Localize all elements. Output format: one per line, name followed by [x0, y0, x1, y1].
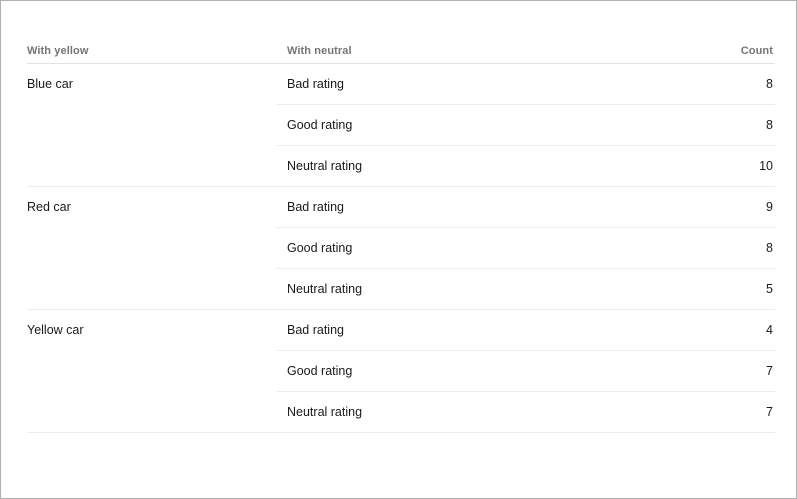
- table-row: [27, 228, 775, 269]
- cell-sub: Good rating: [277, 105, 539, 146]
- cell-sub: Neutral rating: [277, 146, 539, 187]
- table-row: [27, 310, 775, 351]
- table-row: [27, 269, 775, 310]
- cell-group: Blue car: [27, 77, 73, 91]
- cell-count: 8: [539, 228, 775, 269]
- column-header-count: Count: [539, 45, 775, 64]
- table-header-row: [27, 45, 775, 64]
- cell-sub: Bad rating: [277, 64, 539, 105]
- cell-group: [27, 228, 277, 269]
- cell-sub: Neutral rating: [277, 392, 539, 433]
- cell-sub: Neutral rating: [277, 269, 539, 310]
- column-header-group: With yellow: [27, 45, 277, 64]
- cell-group: [27, 146, 277, 187]
- cell-count: 9: [539, 187, 775, 228]
- table-body: [27, 64, 775, 433]
- table-row: [27, 146, 775, 187]
- data-table-wrapper: [27, 45, 775, 433]
- table-header: [27, 45, 775, 64]
- cell-count: 8: [539, 64, 775, 105]
- table-row: [27, 187, 775, 228]
- cell-sub: Good rating: [277, 351, 539, 392]
- table-row: [27, 64, 775, 105]
- cell-group: [27, 105, 277, 146]
- cell-count: 7: [539, 392, 775, 433]
- cell-sub: Bad rating: [277, 310, 539, 351]
- cell-group: Yellow car: [27, 323, 84, 337]
- cell-group: Red car: [27, 200, 71, 214]
- cell-count: 4: [539, 310, 775, 351]
- cell-count: 8: [539, 105, 775, 146]
- cell-group: [27, 351, 277, 392]
- data-table: [27, 45, 775, 433]
- table-row: [27, 351, 775, 392]
- cell-count: 7: [539, 351, 775, 392]
- cell-group: [27, 392, 277, 433]
- cell-count: 10: [539, 146, 775, 187]
- cell-count: 5: [539, 269, 775, 310]
- table-row: [27, 392, 775, 433]
- column-header-sub: With neutral: [277, 45, 539, 64]
- table-row: [27, 105, 775, 146]
- cell-sub: Good rating: [277, 228, 539, 269]
- cell-sub: Bad rating: [277, 187, 539, 228]
- cell-group: [27, 269, 277, 310]
